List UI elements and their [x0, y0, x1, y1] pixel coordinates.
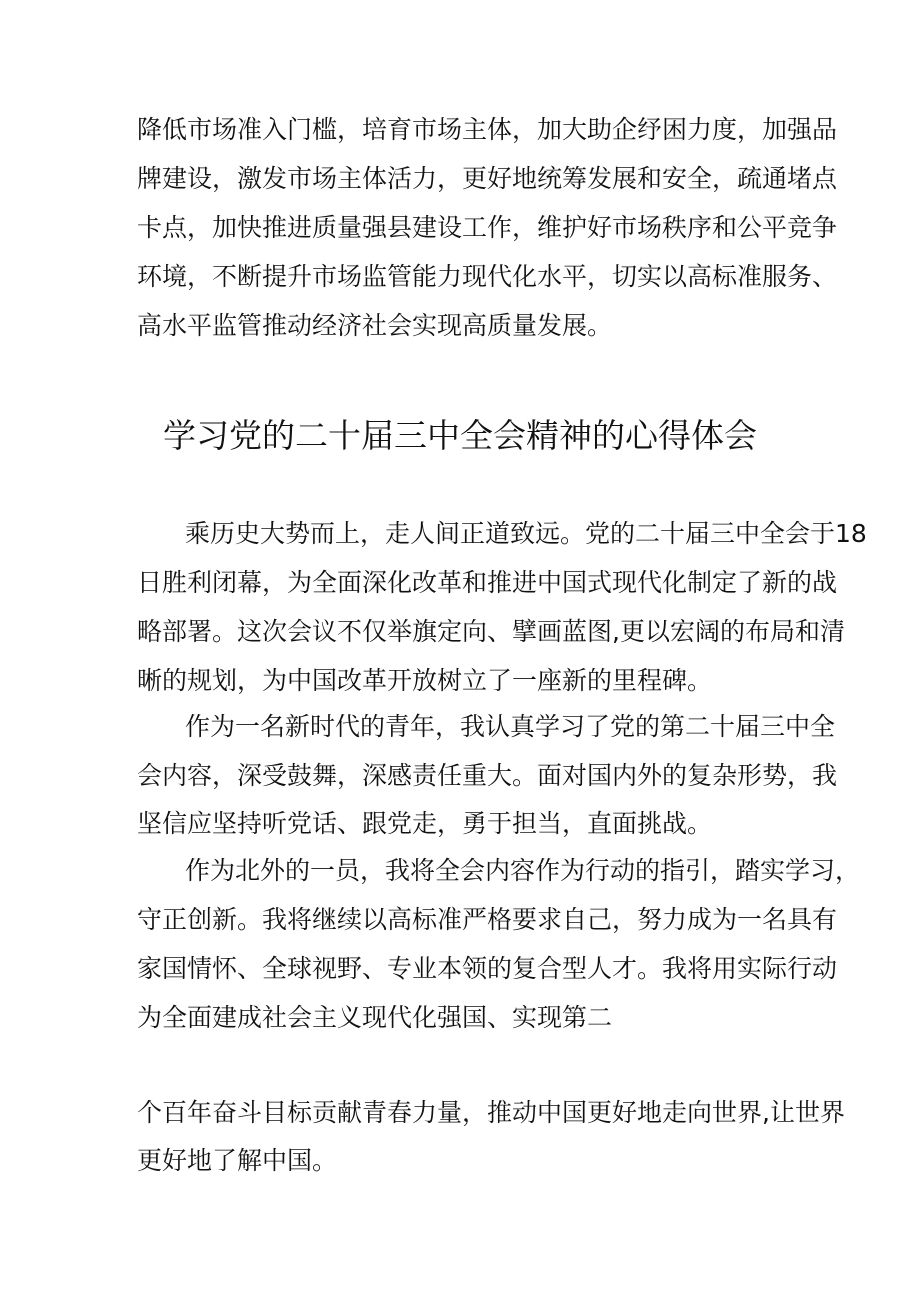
- intro-line-2: 牌建设，激发市场主体活力，更好地统筹发展和安全，疏通堵点: [137, 164, 838, 193]
- intro-line-3: 卡点，加快推进质量强县建设工作，维护好市场秩序和公平竞争: [137, 213, 838, 242]
- article-title: 学习党的二十届三中全会精神的心得体会: [163, 416, 757, 455]
- paragraph-2-line-2: 会内容，深受鼓舞，深感责任重大。面对国内外的复杂形势，我: [137, 761, 838, 790]
- paragraph-4-line-1: 个百年奋斗目标贡献青春力量，推动中国更好地走向世界,让世界: [137, 1098, 845, 1127]
- paragraph-2-line-3: 坚信应坚持听党话、跟党走，勇于担当，直面挑战。: [137, 809, 713, 838]
- paragraph-1-line-3: 略部署。这次会议不仅举旗定向、擘画蓝图,更以宏阔的布局和清: [137, 617, 845, 646]
- paragraph-3-line-2: 守正创新。我将继续以高标准严格要求自己，努力成为一名具有: [137, 905, 838, 934]
- paragraph-2-line-1: 作为一名新时代的青年，我认真学习了党的第二十届三中全: [185, 712, 836, 741]
- paragraph-1-line-4: 晰的规划，为中国改革开放树立了一座新的里程碑。: [137, 666, 713, 695]
- paragraph-3-line-1: 作为北外的一员，我将全会内容作为行动的指引，踏实学习，: [185, 856, 861, 885]
- paragraph-4-line-2: 更好地了解中国。: [137, 1146, 338, 1175]
- intro-line-1: 降低市场准入门槛，培育市场主体，加大助企纾困力度，加强品: [137, 115, 838, 144]
- paragraph-1-line-2: 日胜利闭幕，为全面深化改革和推进中国式现代化制定了新的战: [137, 568, 838, 597]
- paragraph-3-line-3: 家国情怀、全球视野、专业本领的复合型人才。我将用实际行动: [137, 954, 838, 983]
- paragraph-3-line-4: 为全面建成社会主义现代化强国、实现第二: [137, 1003, 613, 1032]
- intro-line-5: 高水平监管推动经济社会实现高质量发展。: [137, 311, 613, 340]
- paragraph-1-line-1: 乘历史大势而上，走人间正道致远。党的二十届三中全会于18: [185, 519, 867, 548]
- intro-line-4: 环境，不断提升市场监管能力现代化水平，切实以高标准服务、: [137, 262, 838, 291]
